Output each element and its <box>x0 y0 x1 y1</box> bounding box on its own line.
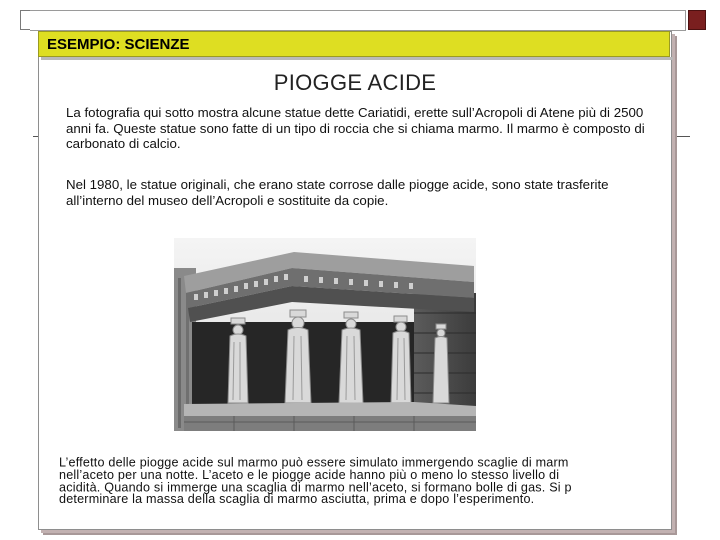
header-shadow <box>41 57 673 60</box>
paragraph-experiment <box>59 454 672 507</box>
caryatids-photo <box>174 238 476 431</box>
slide-header-label: ESEMPIO: SCIENZE <box>38 31 670 57</box>
paragraph-history: Nel 1980, le statue originali, che erano state corrose dalle piogge acide, sono state trasferite all’interno del museo dell’Acropoli e sostituite da copie. <box>66 177 609 208</box>
experiment-line-1: L’effetto delle piogge acide sul marmo può essere simulato immergendo scaglie di marm <box>59 454 569 470</box>
experiment-line-4: determinare la massa della scaglia di marmo asciutta, prima e dopo l’esperimento. <box>59 491 535 507</box>
document-frame <box>38 31 672 530</box>
caryatids-photo-illustration <box>174 238 476 431</box>
decor-square-right <box>688 10 706 30</box>
experiment-line-3: acidità. Quando si immerge una scaglia di marmo nell’aceto, si formano bolle di gas. Si p <box>59 479 572 495</box>
document-title: PIOGGE ACIDE <box>273 70 437 95</box>
decor-top-bar <box>30 10 686 31</box>
paragraph-intro: La fotografia qui sotto mostra alcune statue dette Cariatidi, erette sull’Acropoli di Atene più di 2500 anni fa. Queste statue sono fatte di un tipo di roccia che si chiama marmo. Il marmo è composto di carbonato di calcio. <box>66 105 645 152</box>
decor-line-right <box>672 136 690 137</box>
experiment-line-2: nell’aceto per una notte. L’aceto e le piogge acide hanno più o meno lo stesso livello di <box>59 467 560 482</box>
